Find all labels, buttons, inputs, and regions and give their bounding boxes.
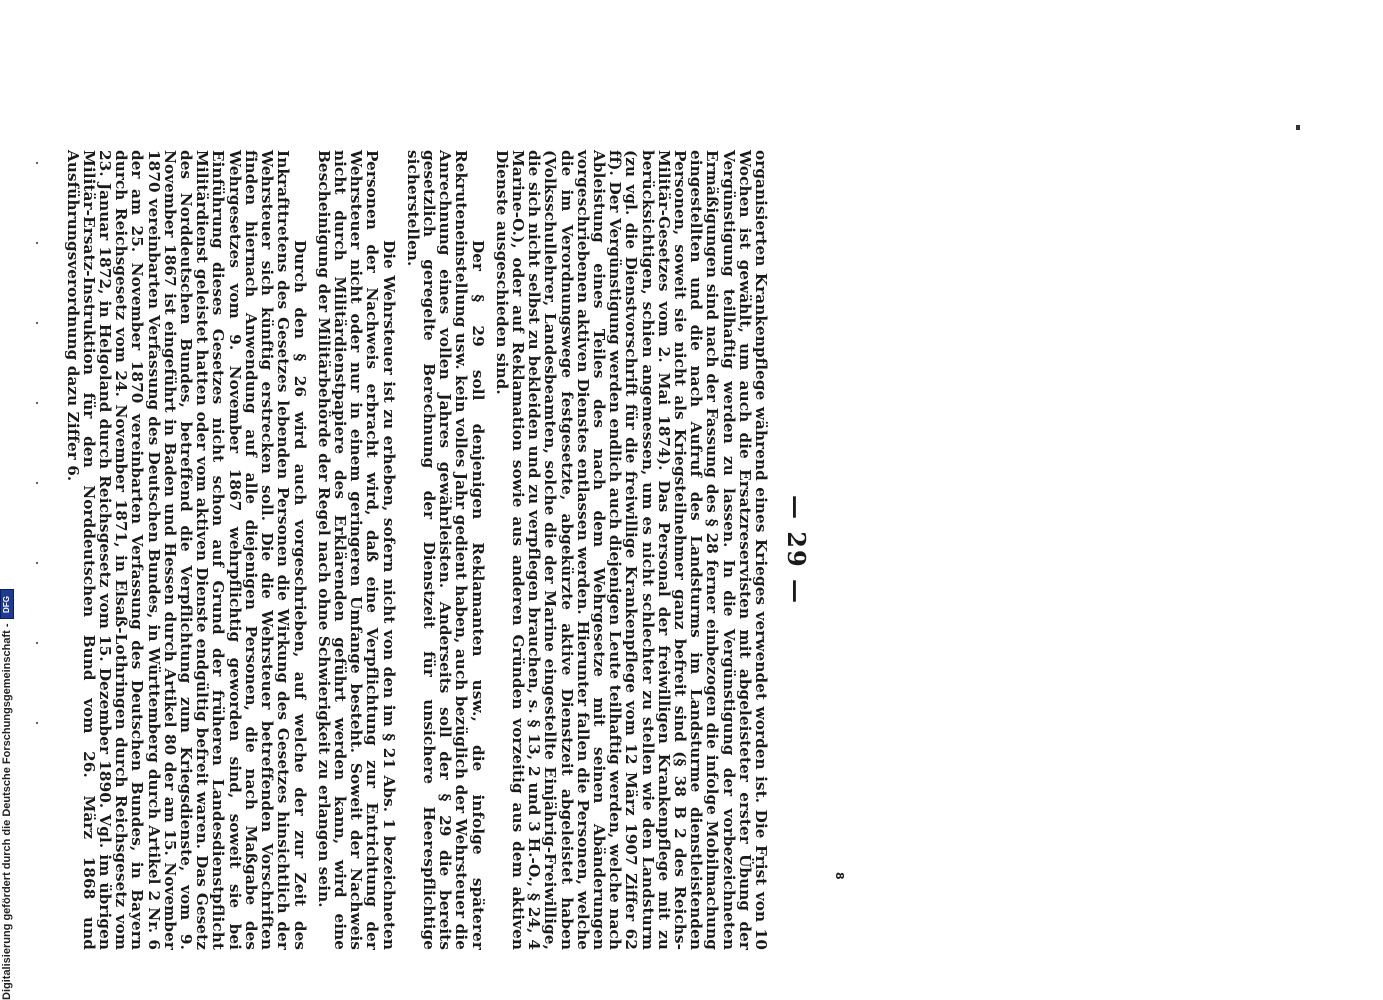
scanned-page xyxy=(63,150,811,950)
funding-text: Digitalisierung gefördert durch die Deutsche Forschungsgemeinschaft - xyxy=(1,623,13,1000)
paragraph-3: Die Wehrsteuer ist zu erheben, sofern nicht von den im § 21 Abs. 1 bezeichneten Personen der Nachweis erbracht wird, daß eine Verpflichtung zur Entrichtung der Wehrsteuer nicht oder nur in einem geringeren Umfange besteht. Soweit der Nachweis nicht durch Militärdienstpapiere des Erklärenden geführt werden kann, wird eine Bescheinigung der Militärbehörde der Regel nach ohne Schwierigkeit zu erlangen sein. xyxy=(314,150,398,950)
page-number: — 29 — xyxy=(782,494,811,606)
paragraph-1: organisierten Krankenpflege während eines Krieges verwendet worden ist. Die Frist von 10 Wochen ist gewählt, um auch die Ersatzreservisten mit abgeleisteter erster Übung der Vergünstigung teilhaftig werden zu lassen. In die Vergünstigung der vorbezeichneten Ermäßigungen sind nach der Fassung des § 28 ferner einbezogen die infolge Mobilmachung eingestellten und die nach Aufruf des Landsturms im Landsturme dienstleistenden Personen, soweit sie nicht als Kriegsteilnehmer ganz befreit sind (§ 38 B 2 des Reichs-Militär-Gesetzes vom 2. Mai 1874). Das Personal der freiwilligen Krankenpflege mit zu berücksichtigen, schien angemessen, um es nicht schlechter zu stellen wie den Landsturm (zu vgl. die Dienstvorschrift für die freiwillige Krankenpflege vom 12 März 1907 Ziffer 62 ff). Der Vergünstigung werden endlich auch diejenigen Leute teilhaftig werden, welche nach Ableistung eines Teiles des nach dem Wehrgesetze mit seinen Abänderungen vorgeschriebenen aktiven Dienstes entlassen werden. Hierunter fallen die Personen, welche die im Verordnungswege festgesetzte, abgekürzte aktive Dienstzeit abgeleistet haben (Volksschullehrer, Landesbeamten, solche die der Marine eingestellte Einjährig-Freiwillige, die sich nicht selbst zu bekleiden und zu verpflegen brauchen, s. § 13, 2 und 3 H.-O., § 24, 4 Marine-O.), oder auf Reklamation sowie aus anderen Gründen vorzeitig aus dem aktiven Dienste ausgeschieden sind. xyxy=(492,150,770,950)
funding-notice xyxy=(0,589,14,1000)
body-text xyxy=(64,150,769,950)
dfg-logo-icon: DFG xyxy=(0,589,14,619)
scan-speck xyxy=(1296,125,1300,130)
signature-mark: 8 xyxy=(833,872,846,880)
margin-marks xyxy=(36,162,42,802)
paragraph-4: Durch den § 26 wird auch vorgeschrieben, auf welche der zur Zeit des Inkrafttretens des Gesetzes lebenden Personen die Wirkung des Gesetzes hinsichtlich der Wehrsteuer sich künftig erstrecken soll. Die die Wehrsteuer betreffenden Vorschriften finden hiernach Anwendung auf alle diejenigen Personen, die nach Maßgabe des Wehrgesetzes vom 9. November 1867 wehrpflichtig geworden sind, soweit sie bei Einführung dieses Gesetzes nicht schon auf Grund der früheren Landesdienstpflicht Militärdienst geleistet hatten oder vom aktiven Dienste endgültig befreit waren. Das Gesetz des Norddeutschen Bundes, betreffend die Verpflichtung zum Kriegsdienste, vom 9. November 1867 ist eingeführt in Baden und Hessen durch Artikel 80 der am 15. November 1870 vereinbarten Verfassung des Deutschen Bundes, in Württemberg durch Artikel 2 Nr. 6 der am 25. November 1870 vereinbarten Verfassung des Deutschen Bundes, in Bayern durch Reichsgesetz vom 24. November 1871, in Elsaß-Lothringen durch Reichsgesetz vom 23. Januar 1872, in Helgoland durch Reichsgesetz vom 15. Dezember 1890. Vgl. im übrigen Militär-Ersatz-Instruktion für den Norddeutschen Bund vom 26. März 1868 und Ausführungsverordnung dazu Ziffer 6. xyxy=(63,150,309,950)
paragraph-2: Der § 29 soll denjenigen Reklamanten usw., die infolge späterer Rekruteneinstellung usw. kein volles Jahr gedient haben, auch bezüglich der Wehrsteuer die Anrechnung eines vollen Jahres gewährleisten. Anderseits soll der § 29 die bereits gesetzlich geregelte Berechnung der Dienstzeit für unsichere Heerespflichtige sicherstellen. xyxy=(403,150,487,950)
